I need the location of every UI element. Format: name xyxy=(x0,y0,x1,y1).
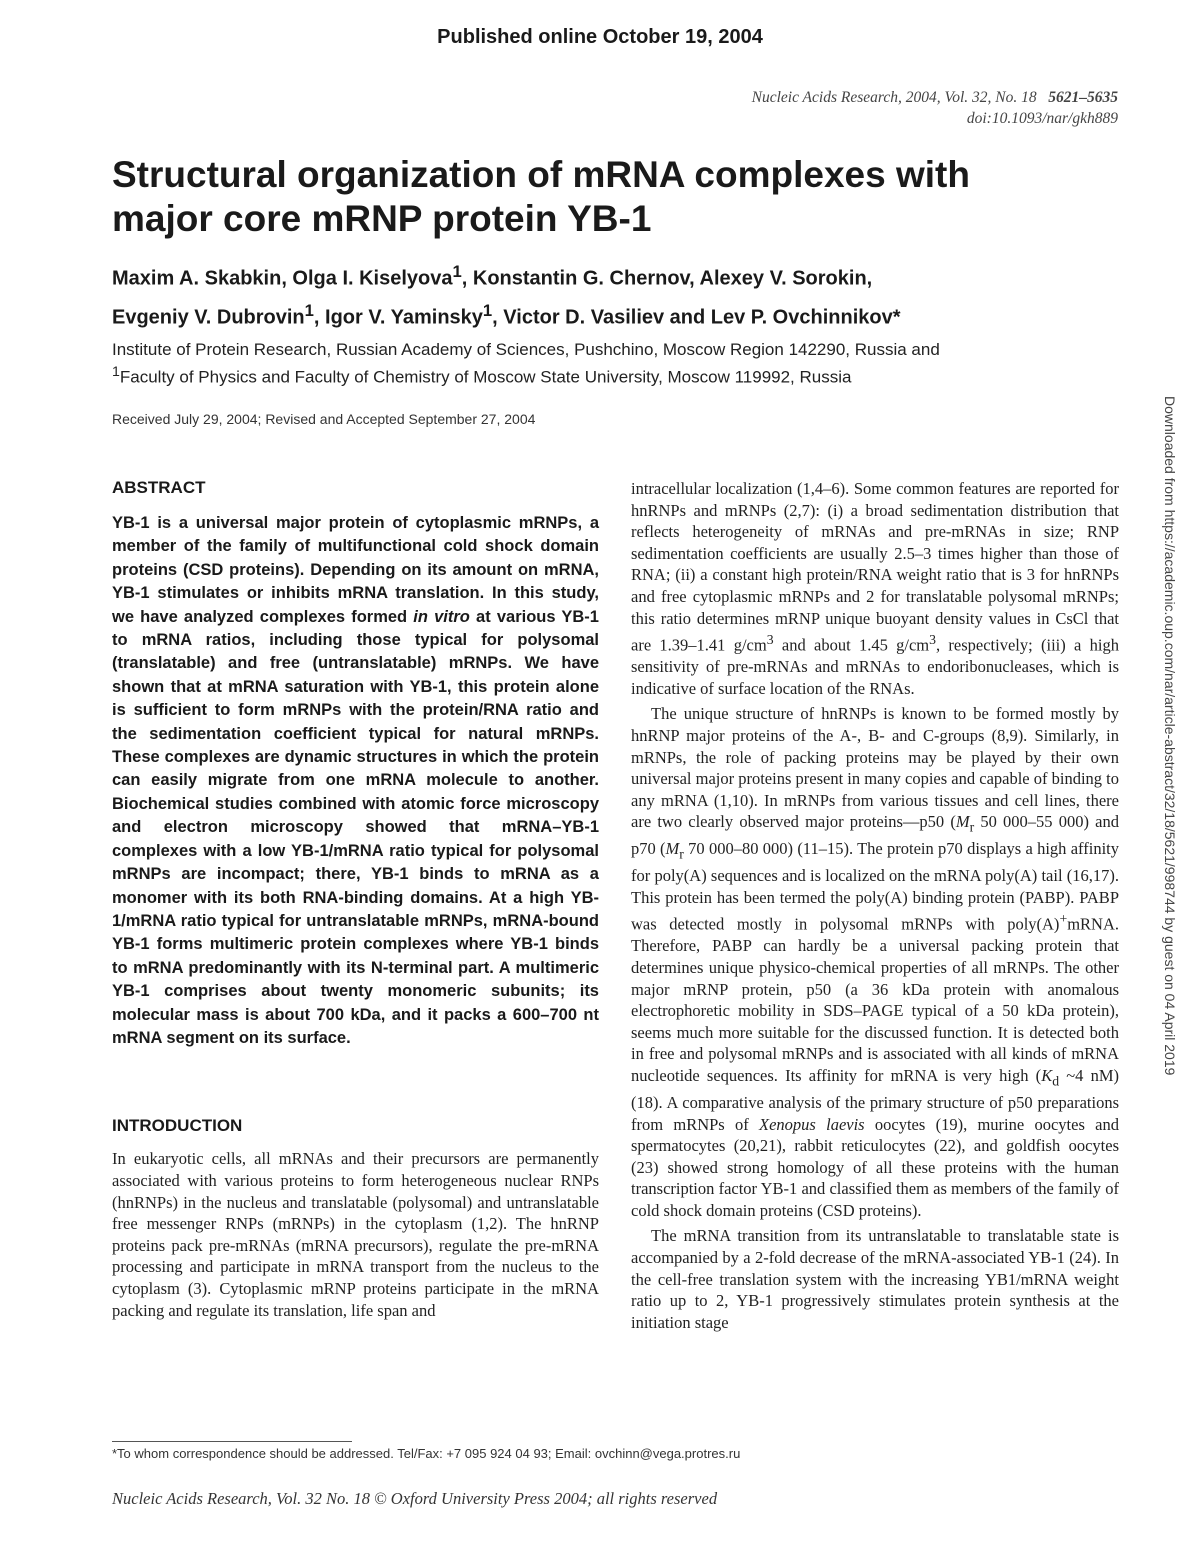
abstract-part: at various YB-1 to mRNA ratios, including those typical for polysomal (translatable) and free (untranslatable) mRNPs. We have shown that at mRNA saturation with YB-1, this protein alone is sufficient to form mRNPs with the protein/RNA ratio and the sedimentation coefficient typical for natural mRNPs. These complexes are dynamic structures in which the protein can easily migrate from one mRNA molecule to another. Biochemical studies combined with atomic force microscopy and electron microscopy showed that mRNA–YB-1 complexes with a low YB-1/mRNA ratio typical for polysomal mRNPs are incompact; there, YB-1 binds to mRNA as a monomer with its both RNA-binding domains. At a high YB-1/mRNA ratio typical for untranslatable mRNPs, mRNA-bound YB-1 forms multimeric protein complexes where YB-1 binds to mRNA predominantly with its N-terminal part. A multimeric YB-1 comprises about twenty monomeric subunits; its molecular mass is about 700 kDa, and it packs a 600–700 nt mRNA segment on its surface. xyxy=(112,607,599,1047)
body-paragraph: The mRNA transition from its untranslatable to translatable state is accompanied by a 2-fold decrease of the mRNA-associated YB-1 (24). In the cell-free translation system with the increasing YB1/mRNA weight ratio up to 2, YB-1 progressively stimulates protein synthesis at the initiation stage xyxy=(631,1226,1119,1332)
abstract-part: YB-1 is a universal major protein of cytoplasmic mRNPs, a member of the family of multifunctional cold shock domain proteins (CSD proteins). Depending on its amount on mRNA, YB-1 stimulates or inhibits mRNA translation. In this study, we have analyzed complexes formed xyxy=(112,514,599,626)
body-paragraph xyxy=(631,478,1119,699)
body-paragraph xyxy=(631,703,1119,1221)
right-column xyxy=(631,478,1119,1333)
subscript: d xyxy=(1052,1073,1060,1089)
italic: M xyxy=(955,812,970,832)
superscript: 3 xyxy=(929,632,936,648)
text: The unique structure of hnRNPs is known to be formed mostly by hnRNP major proteins of the A-, B- and C-groups (8,9). Similarly, in mRNPs, the role of packing proteins may be played by their own universal major proteins present in many copies and capable of binding to any mRNA (1,10). In mRNPs from various tissues and cell lines, there are two clearly observed major proteins—p50 ( xyxy=(631,704,1119,832)
italic: M xyxy=(665,839,680,859)
text: intracellular localization (1,4–6). Some common features are reported for hnRNPs and mRNPs (2,7): (i) a broad sedimentation distribution that reflects heterogeneity of mRNAs and pre-mRNAs in size; RNP sedimentation coefficients are usually 2.5–3 times higher than those of RNA; (ii) a constant high protein/RNA weight ratio that is 3 for hnRNPs and free cytoplasmic mRNPs and 2 for translatable polysomal mRNPs; this ratio determines mRNP unique buoyant density values in CsCl that are 1.39–1.41 g/cm xyxy=(631,479,1119,655)
subscript: r xyxy=(969,819,975,835)
doi: doi:10.1093/nar/gkh889 xyxy=(966,110,1118,127)
text: 70 000–80 000) (11–15). The protein p70 displays a high affinity for poly(A) sequences and is localized on the mRNA poly(A) tail (16,17). This protein has been termed the poly(A) binding protein (PABP). PABP was detected mostly in polysomal mRNPs with poly(A) xyxy=(631,839,1119,934)
affil-marker: 1 xyxy=(304,300,314,320)
download-watermark: Downloaded from https://academic.oup.com/nar/article-abstract/32/18/5621/998744 by guest on 04 April 2019 xyxy=(1162,396,1178,1076)
text: , respectively; (iii) a high sensitivity of pre-mRNAs and mRNAs to endoribonucleases, which is indicative of surface location of the RNAs. xyxy=(631,635,1119,698)
author-text: , Victor D. Vasiliev and Lev P. Ovchinnikov* xyxy=(492,306,901,329)
superscript: + xyxy=(1059,911,1068,927)
text: mRNA. Therefore, PABP can hardly be a universal packing protein that determines unique physico-chemical properties of all mRNPs. The other major mRNP protein, p50 (a 36 kDa protein with anomalous electrophoretic mobility in SDS–PAGE typical of a 50 kDa protein), seems much more suitable for the discussed function. It is detected both in free and polysomal mRNPs and is associated with all kinds of mRNA nucleotide sequences. Its affinity for mRNA is very high ( xyxy=(631,914,1119,1086)
abstract-italic: in vitro xyxy=(413,607,470,626)
text: and about 1.45 g/cm xyxy=(773,635,930,655)
affil-marker: 1 xyxy=(112,364,120,380)
abstract-heading: ABSTRACT xyxy=(112,478,206,497)
introduction-heading: INTRODUCTION xyxy=(112,1116,243,1136)
journal-line: Nucleic Acids Research, 2004, Vol. 32, No. 18 xyxy=(751,89,1037,106)
author-list xyxy=(112,256,1102,333)
species-name: Xenopus laevis xyxy=(759,1114,865,1134)
text: 50 000–55 000) and p70 ( xyxy=(631,812,1119,859)
affil-marker: 1 xyxy=(452,262,462,281)
subscript: r xyxy=(679,846,684,862)
text: oocytes (19), murine oocytes and spermatocytes (20,21), rabbit reticulocytes (22), and goldfish oocytes (23) showed strong homology of all these proteins with the human transcription factor YB-1 and classified them as members of the family of cold shock domain proteins (CSD proteins). xyxy=(631,1114,1119,1220)
author-text: , Igor V. Yaminsky xyxy=(313,306,483,329)
received-dates: Received July 29, 2004; Revised and Accepted September 27, 2004 xyxy=(112,411,536,427)
abstract-text xyxy=(112,512,599,1050)
page-range: 5621–5635 xyxy=(1048,89,1118,106)
journal-reference xyxy=(752,87,1118,129)
author-text: , Konstantin G. Chernov, Alexey V. Sorokin, xyxy=(461,267,873,290)
title-line-2: major core mRNP protein YB-1 xyxy=(112,198,652,239)
title-line-1: Structural organization of mRNA complexes with xyxy=(112,154,970,195)
correspondence-footnote: *To whom correspondence should be addressed. Tel/Fax: +7 095 924 04 93; Email: ovchinn@vega.protres.ru xyxy=(112,1446,741,1461)
italic: K xyxy=(1041,1066,1053,1086)
published-date: Published online October 19, 2004 xyxy=(437,26,763,48)
page-footer: Nucleic Acids Research, Vol. 32 No. 18 © Oxford University Press 2004; all rights reserved xyxy=(112,1489,718,1508)
affiliation-line: Institute of Protein Research, Russian Academy of Sciences, Pushchino, Moscow Region 142290, Russia and xyxy=(112,340,940,359)
affil-marker: 1 xyxy=(482,300,493,320)
intro-paragraph: In eukaryotic cells, all mRNAs and their precursors are permanently associated with various proteins to form heterogeneous nuclear RNPs (hnRNPs) in the nucleus and translatable (polysomal) and untranslatable free messenger RNPs (mRNPs) in the cytoplasm (1,2). The hnRNP proteins pack pre-mRNAs (mRNA precursors), regulate the pre-mRNA processing and participate in mRNA transport from the nucleus to the cytoplasm (3). Cytoplasmic mRNP proteins participate in the mRNA packing and regulate its translation, life span and xyxy=(112,1149,599,1320)
author-text: Evgeniy V. Dubrovin xyxy=(112,306,305,329)
paper-title xyxy=(112,153,1092,241)
text: ~4 nM) (18). A comparative analysis of the primary structure of p50 preparations from mRNPs of xyxy=(631,1066,1120,1134)
affiliation-line: Faculty of Physics and Faculty of Chemistry of Moscow State University, Moscow 119992, Russia xyxy=(119,367,852,387)
author-text: Maxim A. Skabkin, Olga I. Kiselyova xyxy=(112,267,453,290)
affiliations xyxy=(112,338,1112,389)
superscript: 3 xyxy=(766,632,774,648)
footnote-divider xyxy=(112,1441,352,1442)
left-column xyxy=(112,478,599,1321)
